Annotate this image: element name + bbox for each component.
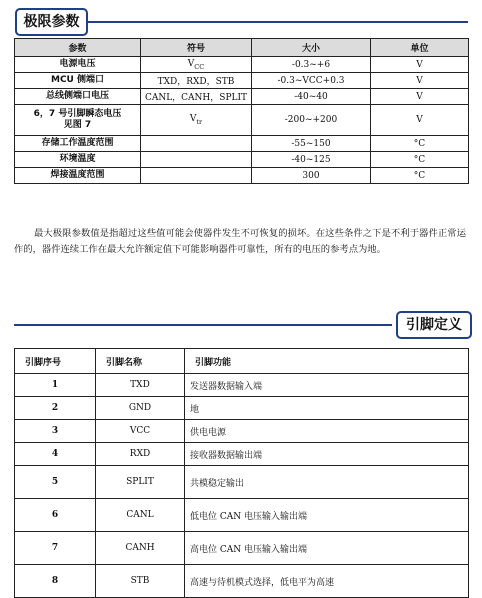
value-cell: -200~+200: [252, 105, 371, 136]
symbol-cell: [141, 152, 252, 168]
table-row: [15, 499, 469, 532]
table-row: [15, 136, 469, 152]
param-cell: 环境温度: [15, 152, 141, 168]
table-row: [15, 152, 469, 168]
pin-function-cell: 发送器数据输入端: [185, 374, 469, 397]
pin-name-cell: GND: [96, 397, 185, 420]
pin-no-cell: 8: [15, 565, 96, 598]
table-row: [15, 420, 469, 443]
pin-name-cell: TXD: [96, 374, 185, 397]
pin-function-cell: 高电位 CAN 电压输入输出端: [185, 532, 469, 565]
unit-cell: V: [371, 105, 469, 136]
header-param: 参数: [15, 39, 141, 57]
value-cell: -40~40: [252, 89, 371, 105]
pin-function-cell: 供电电源: [185, 420, 469, 443]
section-title: 引脚定义: [396, 311, 472, 339]
header-symbol: 符号: [141, 39, 252, 57]
table-row: [15, 443, 469, 466]
table-row: [15, 57, 469, 73]
section-rule: [14, 324, 392, 326]
table-header-row: [15, 39, 469, 57]
symbol-cell: $V_{tr}$: [141, 105, 252, 136]
header-pin-name: 引脚名称: [96, 349, 185, 374]
pin-name-cell: SPLIT: [96, 466, 185, 499]
table-row: [15, 168, 469, 184]
pin-name-cell: CANL: [96, 499, 185, 532]
pin-function-cell: 接收器数据输出端: [185, 443, 469, 466]
pin-no-cell: 6: [15, 499, 96, 532]
pin-function-cell: 低电位 CAN 电压输入输出端: [185, 499, 469, 532]
unit-cell: °C: [371, 136, 469, 152]
pin-function-cell: 地: [185, 397, 469, 420]
symbol-cell: [141, 168, 252, 184]
table-row: [15, 374, 469, 397]
pin-name-cell: VCC: [96, 420, 185, 443]
table-row: [15, 397, 469, 420]
param-cell: 电源电压: [15, 57, 141, 73]
pin-no-cell: 5: [15, 466, 96, 499]
table-row: [15, 105, 469, 136]
pin-name-cell: STB: [96, 565, 185, 598]
symbol-cell: $V_{CC}$: [141, 57, 252, 73]
table-row: [15, 565, 469, 598]
unit-cell: °C: [371, 152, 469, 168]
pin-no-cell: 7: [15, 532, 96, 565]
header-pin-function: 引脚功能: [185, 349, 469, 374]
section-heading-absolute-max: [0, 8, 482, 34]
symbol-cell: CANL，CANH，SPLIT: [141, 89, 252, 105]
pin-name-cell: CANH: [96, 532, 185, 565]
param-cell: MCU 侧端口: [15, 73, 141, 89]
header-pin-no: 引脚序号: [15, 349, 96, 374]
pin-no-cell: 4: [15, 443, 96, 466]
value-cell: -0.3~+6: [252, 57, 371, 73]
unit-cell: °C: [371, 168, 469, 184]
value-cell: -0.3~VCC+0.3: [252, 73, 371, 89]
section-title: 极限参数: [15, 8, 88, 36]
ratings-note: 最大极限参数值是指超过这些值可能会使器件发生不可恢复的损坏。在这些条件之下是不利于器件正常运作的，器件连续工作在最大允许额定值下可能影响器件可靠性，所有的电压的参考点为地。: [14, 228, 466, 255]
absolute-max-table: [14, 38, 469, 184]
symbol-cell: TXD，RXD，STB: [141, 73, 252, 89]
unit-cell: V: [371, 73, 469, 89]
table-row: [15, 73, 469, 89]
table-row: [15, 466, 469, 499]
pin-name-cell: RXD: [96, 443, 185, 466]
param-cell: 焊接温度范围: [15, 168, 141, 184]
param-cell: 存储工作温度范围: [15, 136, 141, 152]
section-rule: [88, 21, 468, 23]
pin-function-cell: 高速与待机模式选择，低电平为高速: [185, 565, 469, 598]
header-unit: 单位: [371, 39, 469, 57]
symbol-cell: [141, 136, 252, 152]
unit-cell: V: [371, 57, 469, 73]
param-cell: 6，7 号引脚瞬态电压见图 7: [15, 105, 141, 136]
pin-no-cell: 2: [15, 397, 96, 420]
value-cell: 300: [252, 168, 371, 184]
table-row: [15, 89, 469, 105]
section-heading-pin-definition: [0, 311, 482, 337]
param-cell: 总线侧端口电压: [15, 89, 141, 105]
header-value: 大小: [252, 39, 371, 57]
pin-function-cell: 共模稳定输出: [185, 466, 469, 499]
table-row: [15, 532, 469, 565]
pin-definition-table: [14, 348, 469, 598]
value-cell: -55~150: [252, 136, 371, 152]
pin-no-cell: 3: [15, 420, 96, 443]
unit-cell: V: [371, 89, 469, 105]
pin-no-cell: 1: [15, 374, 96, 397]
value-cell: -40~125: [252, 152, 371, 168]
table-header-row: [15, 349, 469, 374]
